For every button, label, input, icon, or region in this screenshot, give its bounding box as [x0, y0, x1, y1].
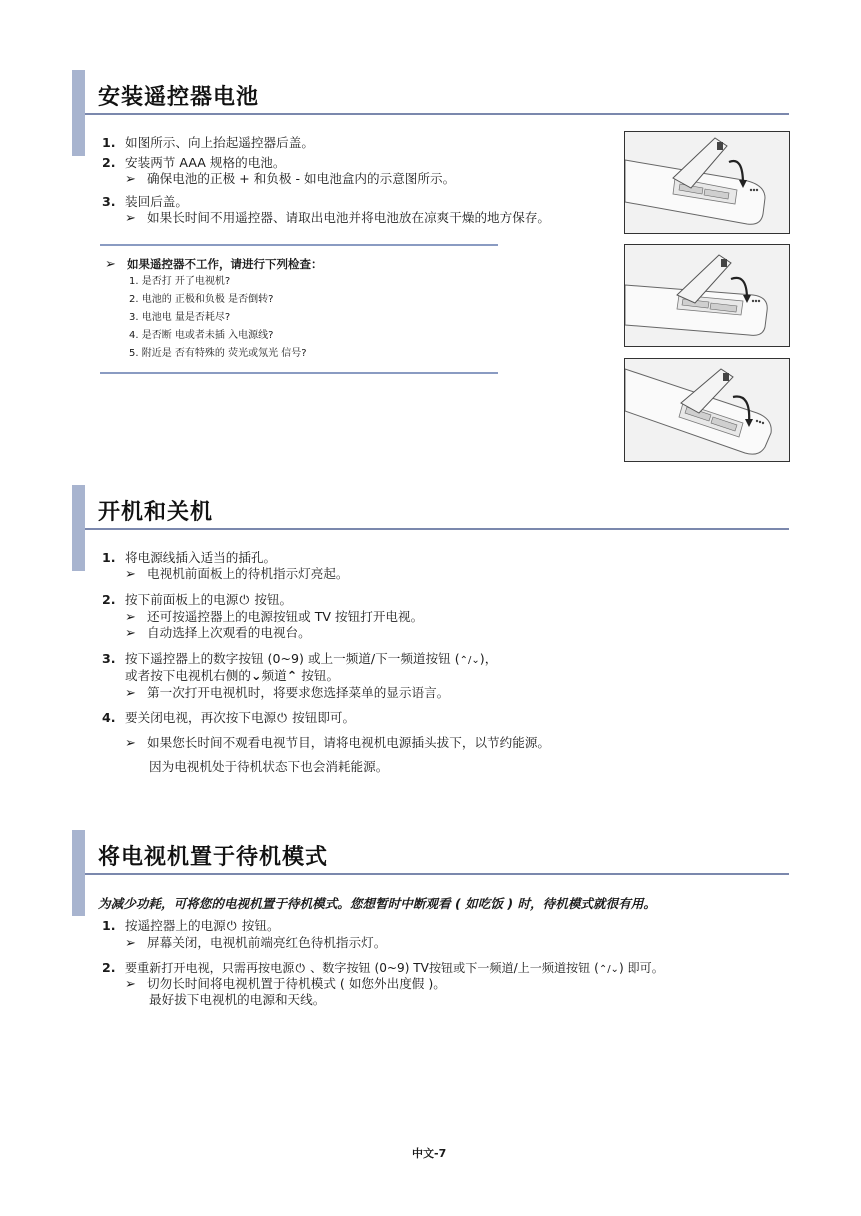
- section-rule: [85, 113, 789, 115]
- arrow-icon: ➢: [125, 736, 136, 751]
- chevron-down-icon: ⌄: [250, 668, 262, 683]
- power-icon: ⏻: [295, 961, 306, 975]
- check-box-bottom-rule: [100, 372, 498, 374]
- step-text: 按下遥控器上的数字按钮 (0~9) 或上一频道/下一频道按钮 (⌃/⌄)，: [125, 651, 498, 666]
- section-title: 安装遥控器电池: [98, 85, 260, 110]
- step-note-continued: 最好拔下电视机的电源和天线。: [149, 992, 326, 1007]
- section-title: 开机和关机: [98, 500, 214, 525]
- check-item: 1. 是否打 开了电视机?: [129, 276, 231, 287]
- step-number: 1.: [102, 135, 116, 150]
- step-note: ➢ 切勿长时间将电视机置于待机模式 ( 如您外出度假 )。: [125, 976, 446, 992]
- step-text: 按遥控器上的电源⏻ 按钮。: [125, 918, 280, 933]
- step-note: ➢ 确保电池的正极 + 和负极 - 如电池盒内的示意图所示。: [125, 171, 456, 187]
- step-number: 2.: [102, 592, 116, 607]
- check-title: ➢ 如果遥控器不工作，请进行下列检查：: [105, 257, 323, 272]
- power-icon: ⏻: [239, 592, 250, 607]
- section-accent-bar: [72, 485, 85, 571]
- section-rule: [85, 873, 789, 875]
- step-text: 如图所示、向上抬起遥控器后盖。: [125, 135, 314, 150]
- channel-up-down-icon: ⌃/⌄: [598, 964, 619, 975]
- step-note: ➢ 屏幕关闭，电视机前端亮红色待机指示灯。: [125, 935, 387, 951]
- arrow-icon: ➢: [125, 936, 136, 951]
- section-accent-bar: [72, 70, 85, 156]
- step-text: 将电源线插入适当的插孔。: [125, 550, 277, 565]
- remote-battery-illustration-3: [624, 358, 790, 462]
- arrow-icon: ➢: [125, 172, 136, 187]
- step-text: 要关闭电视，再次按下电源⏻ 按钮即可。: [125, 710, 356, 725]
- step-text: 按下前面板上的电源⏻ 按钮。: [125, 592, 293, 607]
- step-number: 2.: [102, 155, 116, 170]
- step-text: 安装两节 AAA 规格的电池。: [125, 155, 286, 170]
- step-note: ➢ 如果长时间不用遥控器、请取出电池并将电池放在凉爽干燥的地方保存。: [125, 210, 550, 226]
- channel-up-down-icon: ⌃/⌄: [459, 655, 480, 666]
- step-number: 3.: [102, 194, 116, 209]
- check-item: 5. 附近是 否有特殊的 荧光或氖光 信号?: [129, 348, 307, 359]
- power-icon: ⏻: [277, 710, 288, 725]
- step-number: 1.: [102, 918, 116, 933]
- arrow-icon: ➢: [125, 686, 136, 701]
- step-note: ➢ 电视机前面板上的待机指示灯亮起。: [125, 566, 349, 582]
- step-text: 要重新打开电视，只需再按电源⏻ 、数字按钮 (0~9) TV按钮或下一频道/上一频道按钮 (⌃/⌄) 即可。: [125, 961, 664, 975]
- arrow-icon: ➢: [105, 257, 116, 272]
- step-note: ➢ 第一次打开电视机时，将要求您选择菜单的显示语言。: [125, 685, 450, 701]
- check-item: 3. 电池电 量是否耗尽?: [129, 312, 231, 323]
- check-box-top-rule: [100, 244, 498, 246]
- step-number: 1.: [102, 550, 116, 565]
- remote-battery-illustration-2: [624, 244, 790, 347]
- section-title: 将电视机置于待机模式: [98, 845, 329, 870]
- step-note: ➢ 如果您长时间不观看电视节目，请将电视机电源插头拔下，以节约能源。: [125, 735, 550, 751]
- step-note: ➢ 还可按遥控器上的电源按钮或 TV 按钮打开电视。: [125, 609, 424, 625]
- step-number: 3.: [102, 651, 116, 666]
- page-number: 中文-7: [412, 1147, 447, 1160]
- step-text: 装回后盖。: [125, 194, 188, 209]
- step-note-continued: 因为电视机处于待机状态下也会消耗能源。: [149, 759, 389, 774]
- chevron-up-icon: ⌃: [286, 668, 298, 683]
- check-item: 2. 电池的 正极和负极 是否倒转?: [129, 294, 274, 305]
- arrow-icon: ➢: [125, 626, 136, 641]
- arrow-icon: ➢: [125, 977, 136, 992]
- section-intro: 为减少功耗，可将您的电视机置于待机模式。您想暂时中断观看 ( 如吃饭 ) 时，待机模式就很有用。: [98, 896, 656, 911]
- step-number: 4.: [102, 710, 116, 725]
- arrow-icon: ➢: [125, 211, 136, 226]
- check-item: 4. 是否断 电或者未插 入电源线?: [129, 330, 274, 341]
- power-icon: ⏻: [226, 918, 237, 933]
- step-number: 2.: [102, 960, 116, 975]
- step-text-continued: 或者按下电视机右侧的⌄频道⌃ 按钮。: [125, 668, 340, 683]
- step-note: ➢ 自动选择上次观看的电视台。: [125, 625, 311, 641]
- remote-battery-illustration-1: [624, 131, 790, 234]
- arrow-icon: ➢: [125, 610, 136, 625]
- section-accent-bar: [72, 830, 85, 916]
- arrow-icon: ➢: [125, 567, 136, 582]
- section-rule: [85, 528, 789, 530]
